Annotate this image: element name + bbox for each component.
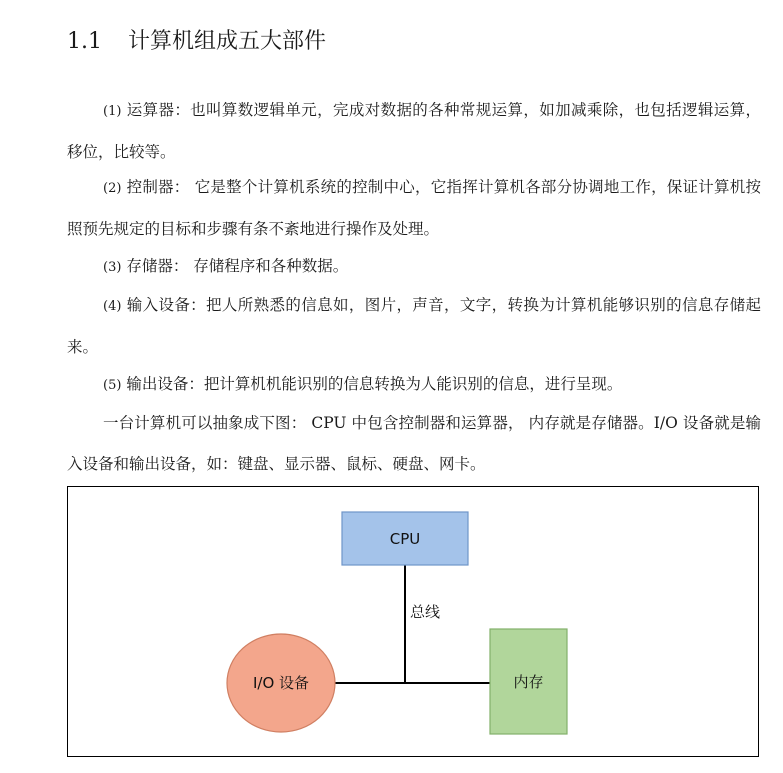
paragraph-text: 输出设备：把计算机机能识别的信息转换为人能识别的信息，进行呈现。 — [121, 375, 623, 393]
cpu-label: CPU — [389, 529, 421, 548]
item-number: (5) — [103, 378, 122, 393]
paragraph-text: 存储器： 存储程序和各种数据。 — [121, 257, 349, 275]
memory-label: 内存 — [513, 673, 544, 691]
bus-label: 总线 — [409, 602, 440, 621]
paragraph-text: 输入设备：把人所熟悉的信息如，图片，声音，文字，转换为计算机能够识别的信息存储起来。 — [67, 296, 761, 356]
paragraph-storage — [67, 246, 761, 288]
item-number: (4) — [103, 299, 122, 314]
section-heading — [67, 24, 326, 55]
paragraph-summary — [67, 403, 761, 485]
io-device-label: I/O 设备 — [252, 674, 310, 692]
paragraph-output — [67, 364, 761, 406]
paragraph-controller — [67, 167, 761, 250]
paragraph-input — [67, 285, 761, 368]
paragraph-text: 运算器：也叫算数逻辑单元，完成对数据的各种常规运算，如加减乘除，也包括逻辑运算，移位，比较等。 — [67, 101, 761, 161]
section-title: 计算机组成五大部件 — [128, 29, 327, 54]
paragraph-alu — [67, 90, 761, 173]
paragraph-text: 控制器： 它是整个计算机系统的控制中心，它指挥计算机各部分协调地工作，保证计算机按照预先规定的目标和步骤有条不紊地进行操作及处理。 — [67, 178, 761, 238]
section-number: 1.1 — [67, 29, 102, 54]
paragraph-text: 一台计算机可以抽象成下图： CPU 中包含控制器和运算器， 内存就是存储器。I/O 设备就是输入设备和输出设备，如：键盘、显示器、鼠标、硬盘、网卡。 — [67, 414, 761, 473]
computer-architecture-diagram — [67, 486, 759, 757]
item-number: (2) — [103, 181, 122, 196]
item-number: (3) — [103, 260, 122, 275]
item-number: (1) — [103, 104, 122, 119]
